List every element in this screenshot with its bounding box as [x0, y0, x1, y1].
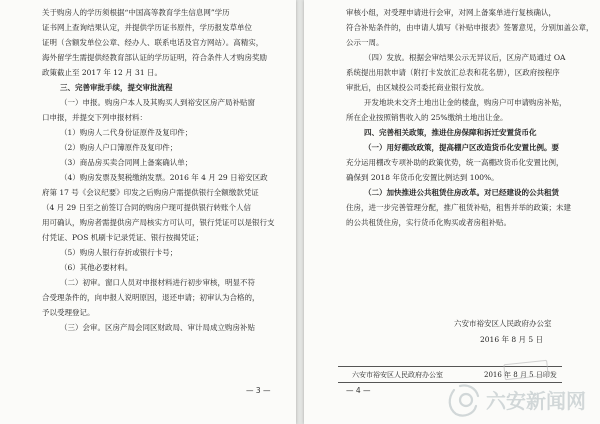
body-line: 确保到 2018 年货币化安置比例达到 100%。 [346, 173, 499, 182]
body-line: 付凭证、POS 机刷卡记录凭证、银行按揭凭证； [42, 233, 204, 242]
site-watermark-logo [444, 378, 594, 422]
body-line: 证书网上查询结果认定，并提供学历证书原件，学历报发草单位 [42, 23, 252, 32]
left-page [0, 0, 296, 424]
right-page [304, 0, 600, 424]
body-line: 用可确认，购房者需提供房产局核实方可认可，银行凭证可以是银行支 [42, 218, 275, 227]
list-item: （6）其他必要材料。 [60, 263, 133, 272]
body-line: 政策截止至 2017 年 12 月 31 日。 [42, 68, 162, 77]
body-line: （一）申报。购房户本人及其购买人到裕安区房产局补贴窗 [60, 98, 255, 107]
body-line: 审核小组，对受理申请进行会审，对网上备案单进行复核确认， [346, 8, 556, 17]
body-line: 公示一周。 [346, 38, 384, 47]
body-line: 所在企业按照销售收入的 25%缴纳土地出让金。 [346, 113, 508, 122]
list-item: （5）购房人银行存折或银行卡号； [60, 248, 178, 257]
body-line: 开发地块未交齐土地出让金的楼盘，购房户可申请购房补贴， [364, 98, 567, 107]
section-heading: 三、完善审批手续，提交审批流程 [60, 83, 173, 92]
section-heading: 四、完善相关政策，推进住房保障和拆迁安置货币化 [364, 128, 537, 137]
body-line: 口申报，并提交下列申报材料： [42, 113, 147, 122]
page-number: — 4 — [346, 386, 371, 395]
body-line: 证明（含额发单位公章、经办人、联系电话及官方网站）。高精实， [42, 38, 264, 47]
list-item: （4）购房发票及契税缴纳发票。2016 年 4 月 29 日裕安区政 [60, 173, 268, 182]
body-line: （一）用好棚改政策，提高棚户区改造货币化安置比例。要 [364, 143, 559, 152]
signature-org: 六安市裕安区人民政府办公室 [454, 319, 552, 328]
body-line: 的公共租赁住房，实行货币化购买或者房租补贴。 [346, 218, 511, 227]
footer-date: 2016 年 8 月 5 日印发 [484, 371, 557, 379]
body-line: 住房，进一步完善管理分配，推广租赁补贴，租售并举的政策；未建 [346, 203, 571, 212]
body-line: 关于购房人的学历须根据“中国高等教育学生信息网”学历 [42, 8, 230, 17]
body-line: 海外留学生需提供经教育部认证的学历证明，符合条件人才购房奖励 [42, 53, 267, 62]
body-line: （二）初审。窗口人员对申报材料进行初步审核，明显不符 [60, 278, 255, 287]
signature-date: 2016 年 8 月 5 日 [480, 335, 544, 344]
body-line: （四）发放。根据会审结果公示无异议后，区房产局通过 OA [364, 53, 566, 62]
body-line: （三）会审。区房产局会同区财政局、审计局成立购房补贴 [60, 323, 255, 332]
body-line: 予以受理登记。 [42, 308, 95, 317]
body-line: 充分运用棚改专项补助的政策优势，统一高棚改货币化安置比例， [346, 158, 564, 167]
body-line: （4 月 29 日至之前签订合同的购房户现可提供银行转账个人信 [42, 203, 251, 212]
footer-org: 六安市裕安区人民政府办公室 [352, 371, 443, 379]
body-line: 合受理条件的，向申报人说明原因，退还申请；初审认为合格的， [42, 293, 260, 302]
watermark-text: 六安新闻网 [486, 389, 586, 413]
list-item: （1）购房人二代身份证原件及复印件； [60, 128, 193, 137]
body-line: （二）加快推进公共租赁住房改革。对已经建设的公共租赁 [364, 188, 559, 197]
body-line: 系统提出用款申请（附打卡发放汇总表和花名册），区政府按程序 [346, 68, 560, 77]
list-item: （3）商品房买卖合同网上备案确认单； [60, 158, 193, 167]
body-line: 府第 17 号《会议纪要》印发之后购房户需提供银行全额缴款凭证 [42, 188, 259, 197]
page-number: — 3 — [246, 386, 271, 395]
body-line: 符合补贴条件的，由申请人填写《补贴申报表》签署意见，分别加盖公章， [346, 23, 594, 32]
body-line: 审批后，由区城投公司委托商业银行发放。 [346, 83, 489, 92]
list-item: （2）购房人户口簿原件及复印件； [60, 143, 178, 152]
